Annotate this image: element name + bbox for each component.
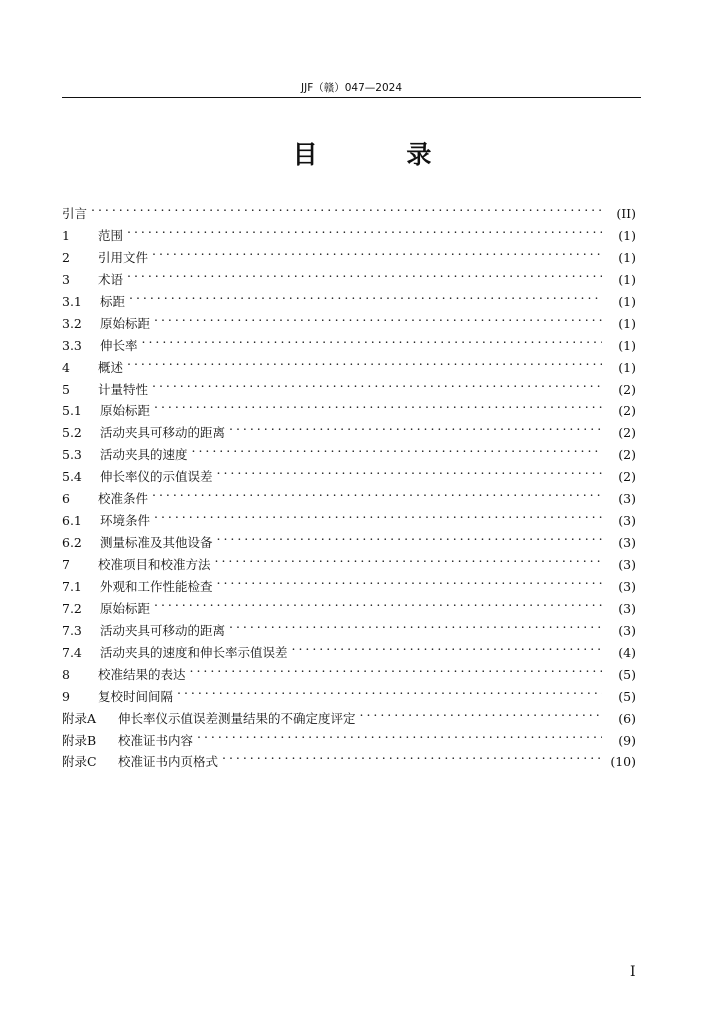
toc-leader [217, 569, 602, 591]
toc-number: 7 [62, 557, 70, 572]
toc-page: (2) [618, 425, 636, 441]
toc-leader [360, 701, 602, 723]
toc-number: 7.1 [62, 578, 82, 594]
toc-number: 4 [62, 359, 70, 375]
toc-label: 伸长率仪的示值误差 [100, 469, 213, 485]
toc-leader [154, 393, 602, 415]
toc-number: 附录B [62, 732, 97, 748]
toc-label: 复校时间间隔 [98, 688, 174, 704]
toc-label: 术语 [98, 271, 124, 287]
page-number: I [630, 964, 636, 980]
toc-label: 引用文件 [98, 249, 149, 265]
toc-label: 校准项目和校准方法 [98, 557, 211, 572]
toc-number: 6.1 [62, 513, 82, 529]
toc-number: 7.3 [62, 622, 82, 638]
toc-leader [229, 613, 602, 635]
toc-label: 活动夹具的速度和伸长率示值误差 [100, 644, 288, 660]
toc-number: 3.3 [62, 337, 82, 353]
toc-leader [190, 657, 602, 679]
toc-leader [127, 262, 602, 284]
toc-number: 5.1 [62, 403, 82, 419]
toc-leader [222, 744, 602, 766]
toc-number: 3.1 [62, 293, 82, 309]
page-title: 目 录 [292, 140, 472, 169]
toc-leader [177, 679, 602, 701]
toc-leader [127, 350, 602, 372]
toc-page: (3) [618, 578, 636, 594]
document-header: JJF（赣）047—2024 [62, 80, 641, 98]
toc-leader [142, 328, 602, 350]
toc-page: (2) [618, 403, 636, 419]
toc-label: 标距 [100, 293, 126, 309]
toc-page: (2) [618, 381, 636, 397]
toc-label: 伸长率 [100, 337, 138, 353]
toc-number: 7.2 [62, 600, 82, 616]
toc-page: (2) [618, 447, 636, 463]
toc-number: 5.4 [62, 469, 82, 485]
toc-label: 原始标距 [100, 600, 151, 616]
toc-leader [197, 723, 602, 745]
toc-leader [91, 196, 602, 218]
toc-page: (2) [618, 469, 636, 485]
toc-leader [127, 218, 602, 240]
toc-page: (II) [616, 206, 636, 221]
toc-leader [229, 415, 602, 437]
toc-entry[interactable] [62, 262, 636, 287]
toc-entry[interactable] [62, 393, 636, 419]
toc-page: (3) [618, 622, 636, 638]
table-of-contents [62, 196, 636, 770]
toc-label: 校准证书内页格式 [118, 754, 219, 770]
toc-label: 活动夹具可移动的距离 [100, 622, 226, 638]
toc-entry-intro[interactable] [62, 196, 636, 221]
toc-number: 5 [62, 381, 70, 397]
toc-page: (3) [618, 557, 636, 572]
toc-label: 校准条件 [98, 491, 149, 507]
toc-page: (6) [618, 710, 636, 726]
toc-leader [217, 459, 602, 481]
toc-page: (1) [618, 359, 636, 375]
toc-label: 范围 [98, 227, 124, 243]
toc-page: (3) [618, 600, 636, 616]
toc-leader [154, 306, 602, 328]
toc-label: 测量标准及其他设备 [100, 535, 213, 551]
toc-label: 原始标距 [100, 315, 151, 331]
toc-label: 原始标距 [100, 403, 151, 419]
toc-entry[interactable] [62, 350, 636, 375]
toc-label: 校准结果的表达 [98, 666, 186, 682]
toc-label: 活动夹具可移动的距离 [100, 425, 226, 441]
toc-leader [129, 284, 602, 306]
toc-page: (1) [618, 227, 636, 243]
toc-label: 伸长率仪示值误差测量结果的不确定度评定 [118, 710, 356, 726]
toc-leader [152, 481, 602, 503]
toc-label: 概述 [98, 359, 124, 375]
toc-number: 2 [62, 249, 70, 265]
toc-number: 7.4 [62, 644, 82, 660]
toc-leader [154, 503, 602, 525]
toc-page: (3) [618, 513, 636, 529]
toc-page: (5) [618, 666, 636, 682]
toc-page: (5) [618, 688, 636, 704]
toc-leader [217, 525, 602, 547]
toc-leader [192, 437, 602, 459]
toc-number: 3 [62, 271, 70, 287]
toc-number: 6 [62, 491, 70, 507]
toc-label: 外观和工作性能检查 [100, 578, 213, 594]
toc-number: 6.2 [62, 535, 82, 551]
toc-number: 8 [62, 666, 70, 682]
toc-number: 5.3 [62, 447, 82, 463]
toc-number: 附录A [62, 710, 97, 726]
toc-page: (3) [618, 491, 636, 507]
toc-entry[interactable] [62, 503, 636, 529]
toc-page: (4) [618, 644, 636, 660]
toc-leader [215, 547, 602, 569]
toc-page: (1) [618, 315, 636, 331]
toc-page: (1) [618, 293, 636, 309]
toc-label: 引言 [62, 206, 88, 221]
toc-label: 校准证书内容 [118, 732, 194, 748]
toc-label: 活动夹具的速度 [100, 447, 188, 463]
toc-entry[interactable] [62, 306, 636, 331]
toc-leader [292, 635, 602, 657]
toc-number: 1 [62, 227, 70, 243]
toc-page: (10) [610, 754, 636, 770]
toc-page: (1) [618, 249, 636, 265]
toc-number: 9 [62, 688, 70, 704]
toc-page: (1) [618, 271, 636, 287]
toc-number: 3.2 [62, 315, 82, 331]
toc-leader [152, 240, 602, 262]
toc-entry[interactable] [62, 218, 636, 243]
toc-leader [154, 591, 602, 613]
toc-number: 附录C [62, 754, 97, 770]
toc-leader [152, 372, 602, 394]
toc-number: 5.2 [62, 425, 82, 441]
toc-entry[interactable] [62, 372, 636, 397]
toc-label: 计量特性 [98, 381, 149, 397]
toc-entry[interactable] [62, 240, 636, 265]
toc-page: (3) [618, 535, 636, 551]
toc-page: (9) [618, 732, 636, 748]
toc-page: (1) [618, 337, 636, 353]
toc-entry[interactable] [62, 284, 636, 309]
toc-label: 环境条件 [100, 513, 151, 529]
toc-entry[interactable] [62, 328, 636, 353]
